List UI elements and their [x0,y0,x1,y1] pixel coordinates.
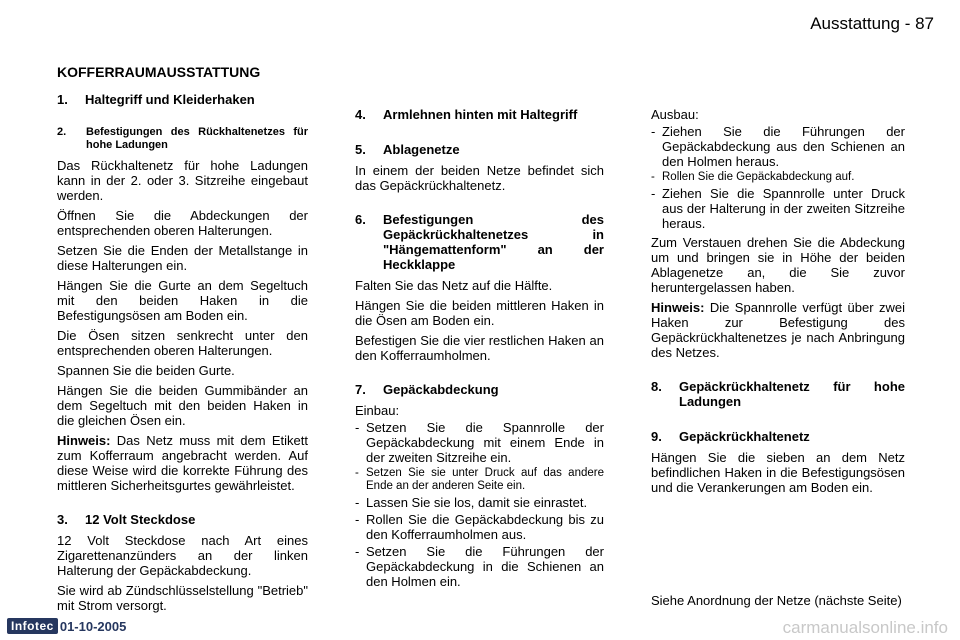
bottom-note: Siehe Anordnung der Netze (nächste Seite) [651,593,902,608]
column-3 [651,107,905,500]
hint-text: Das Netz muss mit dem Etikett zum Kofferraum angebracht werden. Auf diese Weise wird die korrekte Führung des mittleren Sicherheitsgurtes gewährleistet. [57,433,308,493]
column-1 [57,92,308,618]
hint-label: Hinweis: [57,433,111,448]
paragraph: Zum Verstauen drehen Sie die Abdeckung um und bringen sie in Höhe der beiden Ablagenetze an, die Sie zuvor heruntergelassen haben. [651,235,905,295]
section-title: 12 Volt Steckdose [85,512,196,527]
watermark: carmanualsonline.info [782,618,948,637]
paragraph: In einem der beiden Netze befindet sich das Gepäckrückhaltenetz. [355,163,604,193]
column-2 [355,107,604,593]
section-9-heading [651,429,905,444]
list-item: - Lassen Sie sie los, damit sie einrastet. [355,495,588,510]
section-title: Ablagenetze [383,142,460,157]
paragraph: Falten Sie das Netz auf die Hälfte. [355,278,553,293]
list-item: - Setzen Sie die Führungen der Gepäckabdeckung in die Schienen an den Holmen ein. [355,544,604,589]
section-number: 9. [651,429,662,444]
list-item: - Setzen Sie die Spannrolle der Gepäckabdeckung mit einem Ende in der zweiten Sitzreihe ein. [355,420,604,465]
section-number: 8. [651,379,662,394]
section-5-heading [355,142,604,157]
section-number: 6. [355,212,366,227]
paragraph: Hängen Sie die beiden Gummibänder an dem Segeltuch mit den beiden Haken in die gleichen Ösen ein. [57,383,308,428]
paragraph: Die Ösen sitzen senkrecht unter den entsprechenden oberen Halterungen. [57,328,308,358]
page-header: Ausstattung - 87 [810,14,934,33]
section-3-heading [57,512,308,527]
list-item: - Ziehen Sie die Führungen der Gepäckabdeckung aus den Schienen an den Holmen heraus. [651,124,905,169]
paragraph: Setzen Sie die Enden der Metallstange in diese Halterungen ein. [57,243,308,273]
ausbau-list [651,124,905,231]
paragraph: Spannen Sie die beiden Gurte. [57,363,235,378]
section-title: Armlehnen hinten mit Haltegriff [383,107,578,122]
paragraph: Sie wird ab Zündschlüsselstellung "Betrieb" mit Strom versorgt. [57,583,308,613]
section-number: 1. [57,92,68,107]
section-2-heading [57,126,308,152]
section-6-heading [355,212,604,272]
einbau-list [355,420,604,589]
label-ausbau: Ausbau: [651,107,699,122]
paragraph: Öffnen Sie die Abdeckungen der entsprechenden oberen Halterungen. [57,208,308,238]
section-number: 3. [57,512,68,527]
section-title: Haltegriff und Kleiderhaken [85,92,255,107]
list-item: - Rollen Sie die Gepäckabdeckung bis zu den Kofferraumholmen aus. [355,512,604,542]
paragraph: Befestigen Sie die vier restlichen Haken an den Kofferraumholmen. [355,333,604,363]
section-number: 2. [57,126,67,138]
section-8-heading [651,379,905,409]
section-title: Befestigungen des Rückhaltenetzes für hohe Ladungen [86,126,308,151]
section-title: Befestigungen des Gepäckrückhaltenetzes in "Hängemattenform" an der Heckklappe [383,212,604,272]
section-number: 7. [355,382,366,397]
section-4-heading [355,107,604,122]
hint-paragraph [57,433,308,493]
page-title: KOFFERRAUMAUSSTATTUNG [57,64,261,80]
list-item: - Rollen Sie die Gepäckabdeckung auf. [651,171,855,183]
section-1-heading [57,92,308,107]
list-item: - Setzen Sie sie unter Druck auf das andere Ende an der anderen Seite ein. [355,467,604,492]
footer-date: 01-10-2005 [59,618,127,634]
section-7-heading [355,382,604,397]
section-title: Gepäckrückhaltenetz für hohe Ladungen [679,379,905,409]
footer [7,618,126,634]
section-number: 4. [355,107,366,122]
paragraph: Hängen Sie die beiden mittleren Haken in die Ösen am Boden ein. [355,298,604,328]
section-title: Gepäckabdeckung [383,382,499,397]
section-title: Gepäckrückhaltenetz [679,429,810,444]
paragraph: Das Rückhaltenetz für hohe Ladungen kann in der 2. oder 3. Sitzreihe eingebaut werden. [57,158,308,203]
section-number: 5. [355,142,366,157]
hint-label: Hinweis: [651,300,705,315]
infotec-logo: Infotec [7,618,58,634]
paragraph: Hängen Sie die sieben an dem Netz befindlichen Haken in die Befestigungsösen und die Verankerungen am Boden ein. [651,450,905,495]
paragraph: Hängen Sie die Gurte an dem Segeltuch mit den beiden Haken in die Befestigungsösen am Boden ein. [57,278,308,323]
hint-paragraph [651,300,905,360]
paragraph: 12 Volt Steckdose nach Art eines Zigarettenanzünders an der linken Halterung der Gepäckabdeckung. [57,533,308,578]
label-einbau: Einbau: [355,403,400,418]
list-item: - Ziehen Sie die Spannrolle unter Druck aus der Halterung in der zweiten Sitzreihe heraus. [651,186,905,231]
hint-text: Die Spannrolle verfügt über zwei Haken zur Befestigung des Gepäckrückhaltenetzes je nach Anbringung des Netzes. [651,300,905,360]
